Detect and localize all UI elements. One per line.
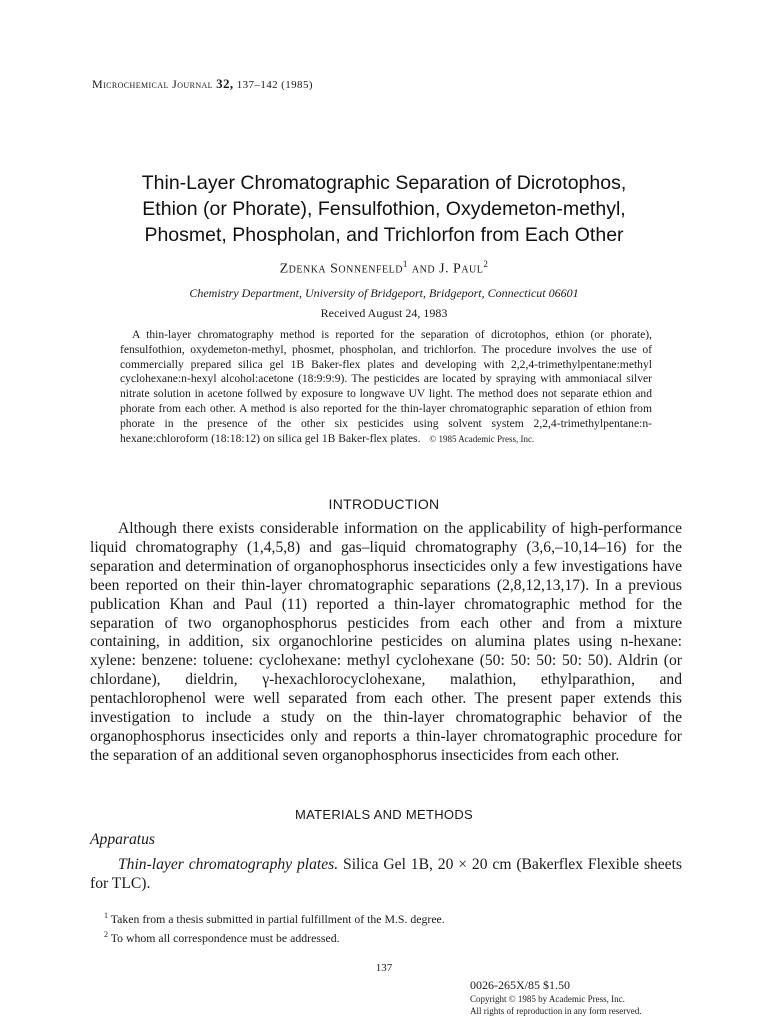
author-conjunction: and bbox=[411, 261, 436, 277]
footnote-text: Taken from a thesis submitted in partial fulfillment of the M.S. degree. bbox=[110, 911, 445, 926]
copyright-notice bbox=[470, 993, 641, 1017]
article-code: 0026-265X/85 $1.50 bbox=[470, 978, 570, 992]
footnote-text: To whom all correspondence must be addressed. bbox=[110, 930, 340, 945]
abstract bbox=[120, 328, 652, 446]
abstract-text: A thin-layer chromatography method is reported for the separation of dicrotophos, ethion (or phorate), fensulfothion, oxydemeton-methyl, phosmet, phospholan, and trichlorfon. The procedure involves the use of commercially prepared silica gel 1B Baker-flex plates and developing with 2,2,4-trimethylpentane:methyl cyclohexane:n-hexyl alcohol:acetone (18:9:9:9). The pesticides are located by spraying with ammoniacal silver nitrate solution in acetone follwed by exposure to longwave UV light. The method does not separate ethion and phorate from each other. A method is also reported for the thin-layer chromatographic separation of ethion from phorate in the presence of the other six pesticides using solvent system 2,2,4-trimethylpentane:n-hexane:chloroform (18:18:12) on silica gel 1B Baker-flex plates. bbox=[120, 328, 652, 445]
abstract-copyright: © 1985 Academic Press, Inc. bbox=[429, 433, 535, 444]
plates-label: Thin-layer chromatography plates. bbox=[118, 856, 339, 873]
journal-name: Microchemical Journal bbox=[92, 77, 213, 91]
author-list bbox=[60, 259, 708, 278]
footnote-mark: 1 bbox=[104, 911, 108, 920]
page-number: 137 bbox=[375, 962, 393, 974]
article-title bbox=[60, 170, 708, 248]
footnote-mark: 2 bbox=[104, 929, 108, 939]
footnote bbox=[104, 908, 664, 927]
subsection-heading-apparatus: Apparatus bbox=[90, 831, 155, 848]
copyright-line: Copyright © 1985 by Academic Press, Inc. bbox=[470, 994, 625, 1004]
footnote bbox=[104, 927, 664, 946]
title-line: Ethion (or Phorate), Fensulfothion, Oxydemeton-methyl, bbox=[142, 198, 626, 220]
footnotes bbox=[104, 908, 664, 946]
rights-line: All rights of reproduction in any form reserved. bbox=[470, 1006, 642, 1016]
affiliation: Chemistry Department, University of Bridgeport, Bridgeport, Connecticut 06601 bbox=[189, 286, 579, 300]
journal-citation bbox=[92, 76, 313, 92]
author-name: Zdenka Sonnenfeld bbox=[279, 261, 403, 277]
received-date: Received August 24, 1983 bbox=[320, 306, 448, 320]
plates-text: Silica Gel 1B, 20 × 20 cm (Bakerflex Flexible sheets for TLC). bbox=[90, 856, 682, 892]
footnote-mark: 2 bbox=[483, 259, 489, 269]
plates-paragraph bbox=[90, 856, 682, 894]
section-heading-introduction: INTRODUCTION bbox=[328, 496, 440, 512]
title-line: Thin-Layer Chromatographic Separation of Dicrotophos, bbox=[141, 172, 627, 194]
section-heading-materials-methods: MATERIALS AND METHODS bbox=[295, 807, 473, 822]
title-line: Phosmet, Phospholan, and Trichlorfon from Each Other bbox=[144, 224, 624, 246]
footnote-mark: 1 bbox=[402, 259, 408, 269]
introduction-paragraph: Although there exists considerable information on the applicability of high-performance liquid chromatography (1,4,5,8) and gas–liquid chromatography (3,6,–10,14–16) for the separation and determination of organophosphorus insecticides only a few investigations have been reported on their thin-layer chromatographic separations (2,8,12,13,17). In a previous publication Khan and Paul (11) reported a thin-layer chromatographic method for the separation of two organophosphorus pesticides from each other and from a mixture containing, in addition, six organochlorine pesticides on alumina plates using n-hexane: xylene: benzene: toluene: cyclohexane: methyl cyclohexane (50: 50: 50: 50: 50). Aldrin (or chlordane), dieldrin, γ-hexachlorocyclohexane, malathion, ethylparathion, and pentachlorophenol were well separated from each other. The present paper extends this investigation to include a study on the thin-layer chromatographic behavior of the organophosphorus insecticides only and reports a thin-layer chromatographic procedure for the separation of an additional seven organophosphorus insecticides from each other. bbox=[90, 520, 682, 764]
journal-pages-year: 137–142 (1985) bbox=[236, 79, 313, 91]
journal-volume: 32, bbox=[216, 76, 234, 91]
author-name: J. Paul bbox=[439, 261, 484, 277]
